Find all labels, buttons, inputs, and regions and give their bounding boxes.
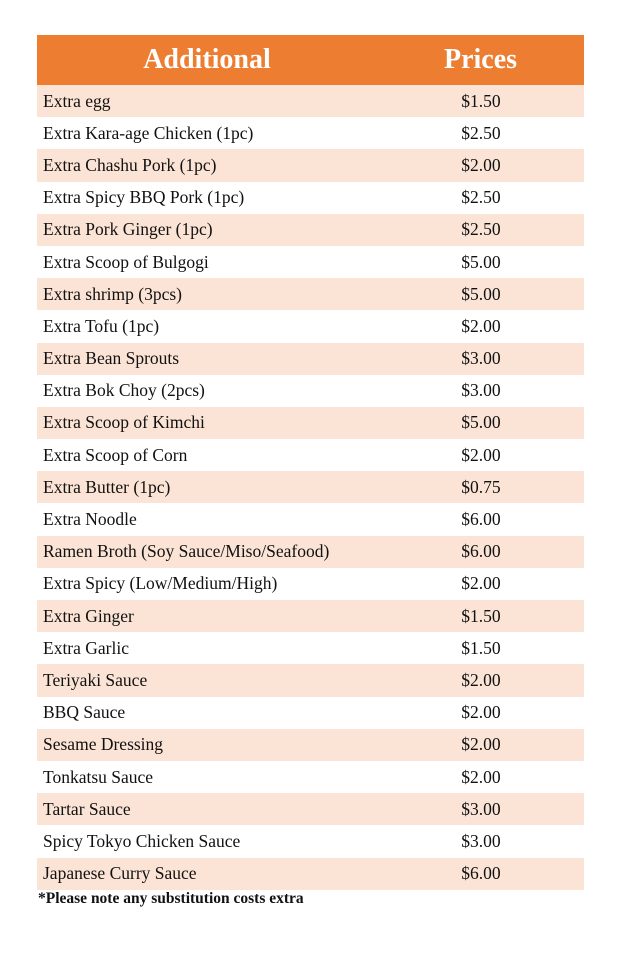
item-name: Extra Chashu Pork (1pc)	[43, 154, 217, 175]
table-row	[37, 246, 584, 278]
item-price: $1.50	[461, 605, 501, 626]
item-name: Extra shrimp (3pcs)	[43, 283, 182, 304]
table-header	[37, 35, 584, 85]
item-name: Tartar Sauce	[43, 798, 131, 819]
item-price: $6.00	[461, 509, 501, 530]
item-name: Extra Scoop of Kimchi	[43, 412, 205, 433]
item-name: Extra Kara-age Chicken (1pc)	[43, 122, 254, 143]
table-row	[37, 793, 584, 825]
item-price: $2.00	[461, 444, 501, 465]
item-price: $2.00	[461, 702, 501, 723]
item-price: $1.50	[461, 637, 501, 658]
item-price: $2.00	[461, 734, 501, 755]
item-name: Tonkatsu Sauce	[43, 766, 154, 787]
item-price: $3.00	[461, 798, 501, 819]
table-row	[37, 568, 584, 600]
table-row	[37, 536, 584, 568]
item-name: BBQ Sauce	[43, 702, 126, 723]
substitution-note: *Please note any substitution costs extra	[38, 890, 304, 907]
table-row	[37, 343, 584, 375]
item-name: Extra Pork Ginger (1pc)	[43, 219, 213, 240]
item-price: $2.00	[461, 154, 501, 175]
item-name: Sesame Dressing	[43, 734, 164, 755]
table-row	[37, 761, 584, 793]
item-name: Teriyaki Sauce	[43, 669, 148, 690]
item-price: $2.00	[461, 766, 501, 787]
item-price: $2.00	[461, 573, 501, 594]
item-name: Extra Bean Sprouts	[43, 348, 180, 369]
item-price: $1.50	[461, 90, 501, 111]
header-prices: Prices	[443, 44, 518, 75]
table-row	[37, 85, 584, 117]
item-price: $3.00	[461, 348, 501, 369]
table-row	[37, 471, 584, 503]
table-body	[37, 85, 584, 890]
table-row	[37, 664, 584, 696]
table-row	[37, 214, 584, 246]
item-name: Extra Tofu (1pc)	[43, 315, 160, 336]
item-price: $3.00	[461, 830, 501, 851]
additional-prices-table	[37, 35, 584, 890]
item-name: Extra Ginger	[43, 605, 134, 626]
item-name: Extra Scoop of Corn	[43, 444, 188, 465]
table-row	[37, 825, 584, 857]
item-price: $3.00	[461, 380, 501, 401]
item-price: $6.00	[461, 541, 501, 562]
item-name: Japanese Curry Sauce	[43, 863, 197, 884]
item-price: $5.00	[461, 283, 501, 304]
item-price: $2.50	[461, 122, 501, 143]
item-price: $2.00	[461, 669, 501, 690]
item-price: $2.50	[461, 187, 501, 208]
item-price: $0.75	[461, 476, 501, 497]
item-name: Spicy Tokyo Chicken Sauce	[43, 830, 241, 851]
table-row	[37, 858, 584, 890]
item-name: Extra egg	[43, 90, 111, 111]
item-name: Extra Butter (1pc)	[43, 476, 171, 497]
table-row	[37, 439, 584, 471]
item-name: Extra Spicy (Low/Medium/High)	[43, 573, 278, 594]
table-row	[37, 375, 584, 407]
item-name: Ramen Broth (Soy Sauce/Miso/Seafood)	[43, 541, 330, 562]
table-row	[37, 632, 584, 664]
table-row	[37, 600, 584, 632]
table-row	[37, 697, 584, 729]
item-name: Extra Scoop of Bulgogi	[43, 251, 209, 272]
item-price: $6.00	[461, 863, 501, 884]
table-row	[37, 149, 584, 181]
item-price: $5.00	[461, 251, 501, 272]
item-price: $2.00	[461, 315, 501, 336]
item-name: Extra Spicy BBQ Pork (1pc)	[43, 187, 245, 208]
table-row	[37, 407, 584, 439]
table-row	[37, 117, 584, 149]
table-row	[37, 310, 584, 342]
table-row	[37, 729, 584, 761]
item-name: Extra Bok Choy (2pcs)	[43, 380, 205, 401]
item-name: Extra Garlic	[43, 637, 129, 658]
item-price: $5.00	[461, 412, 501, 433]
table-row	[37, 182, 584, 214]
header-additional: Additional	[143, 44, 271, 75]
item-name: Extra Noodle	[43, 509, 137, 530]
table-row	[37, 503, 584, 535]
table-row	[37, 278, 584, 310]
item-price: $2.50	[461, 219, 501, 240]
